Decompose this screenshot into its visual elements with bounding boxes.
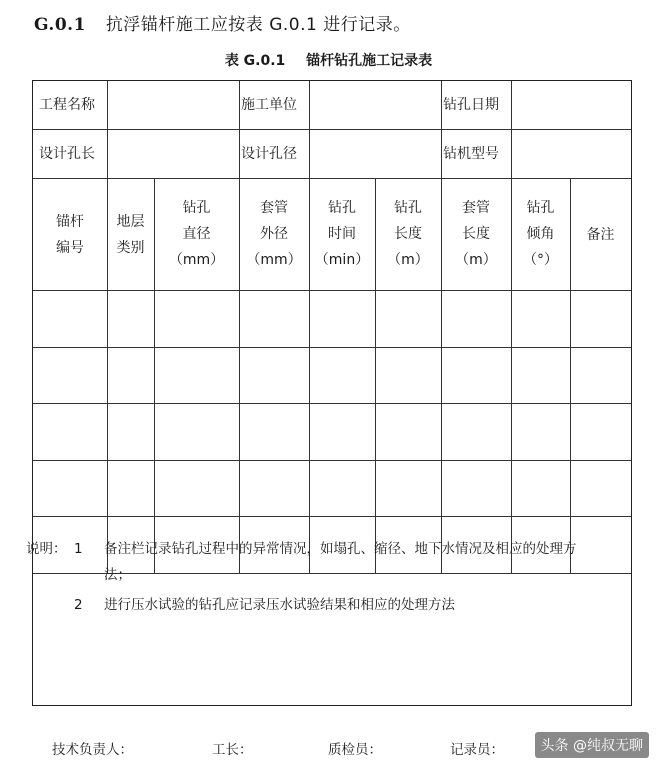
table-notes	[26, 536, 591, 618]
clause-number: G.0.1	[34, 15, 86, 35]
col-divider	[511, 81, 512, 178]
note-item	[26, 536, 591, 588]
drilling-date-label: 钻孔日期	[443, 97, 499, 113]
col-divider	[309, 81, 310, 178]
design-hole-length-label: 设计孔长	[39, 146, 95, 162]
header-hole-length: 钻孔 长度 （m）	[387, 200, 429, 268]
notes-lead: 说明：	[26, 541, 67, 557]
header-casing-outer-diameter: 套管 外径 （mm）	[246, 200, 302, 268]
row-divider	[33, 290, 631, 291]
col-divider	[441, 81, 442, 178]
col-divider	[239, 81, 240, 178]
table-caption-id: 表 G.0.1	[224, 53, 286, 69]
watermark: 头条 @纯叔无聊	[535, 732, 649, 758]
header-casing-length: 套管 长度 （m）	[455, 200, 497, 268]
clause-heading	[34, 10, 411, 35]
header-remarks: 备注	[586, 227, 615, 243]
construction-unit-label: 施工单位	[241, 97, 297, 113]
header-hole-diameter: 钻孔 直径 （mm）	[168, 200, 225, 268]
row-divider	[33, 460, 631, 461]
header-drilling-time: 钻孔 时间 （min）	[314, 200, 370, 268]
foreman-signature: 工长：	[212, 742, 253, 758]
table-caption-title: 锚杆钻孔施工记录表	[306, 53, 433, 69]
note-number: 1	[74, 541, 83, 557]
header-hole-inclination: 钻孔 倾角 （°）	[523, 200, 558, 268]
inspector-signature: 质检员：	[328, 742, 382, 758]
row-divider	[33, 403, 631, 404]
row-divider	[33, 516, 631, 517]
row-divider	[33, 178, 631, 179]
design-hole-diameter-label: 设计孔径	[241, 146, 297, 162]
drill-model-label: 钻机型号	[443, 146, 499, 162]
row-divider	[33, 129, 631, 130]
note-number: 2	[74, 597, 83, 613]
recorder-signature: 记录员：	[450, 742, 504, 758]
project-name-label: 工程名称	[39, 97, 95, 113]
header-anchor-number: 锚杆 编号	[56, 214, 84, 256]
note-item	[26, 592, 591, 618]
clause-text: 抗浮锚杆施工应按表 G.0.1 进行记录。	[105, 15, 411, 35]
table-caption	[0, 50, 657, 70]
row-divider	[33, 347, 631, 348]
col-divider	[107, 81, 108, 178]
note-text: 进行压水试验的钻孔应记录压水试验结果和相应的处理方法	[104, 597, 455, 613]
tech-lead-signature: 技术负责人：	[52, 742, 133, 758]
header-stratum-type: 地层 类别	[116, 214, 145, 256]
note-text: 备注栏记录钻孔过程中的异常情况，如塌孔、缩径、地下水情况及相应的处理方法；	[104, 541, 577, 583]
